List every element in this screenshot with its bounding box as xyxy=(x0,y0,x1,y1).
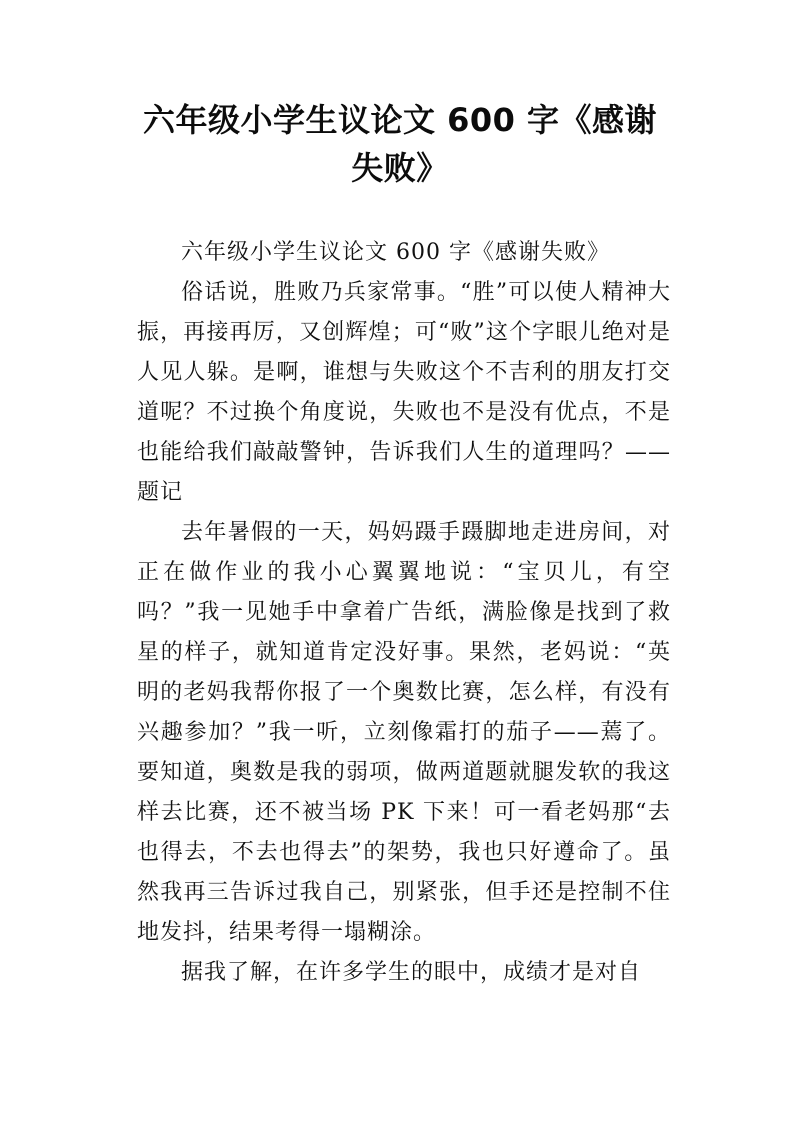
paragraph-story: 去年暑假的一天，妈妈蹑手蹑脚地走进房间，对正在做作业的我小心翼翼地说：“宝贝儿，有空吗？”我一见她手中拿着广告纸，满脸像是找到了救星的样子，就知道肯定没好事。果然，老妈说：“英明的老妈我帮你报了一个奥数比赛，怎么样，有没有兴趣参加？”我一听，立刻像霜打的茄子——蔫了。要知道，奥数是我的弱项，做两道题就腿发软的我这样去比赛，还不被当场 PK 下来！可一看老妈那“去也得去，不去也得去”的架势，我也只好遵命了。虽然我再三告诉过我自己，别紧张，但手还是控制不住地发抖，结果考得一塌糊涂。 xyxy=(137,520,671,945)
paragraph-preface: 俗话说，胜败乃兵家常事。“胜”可以使人精神大振，再接再厉，又创辉煌；可“败”这个字眼儿绝对是人见人躲。是啊，谁想与失败这个不吉利的朋友打交道呢？不过换个角度说，失败也不是没有优点，不是也能给我们敲敲警钟，告诉我们人生的道理吗？——题记 xyxy=(137,280,671,505)
paragraph-opinion: 据我了解，在许多学生的眼中，成绩才是对自 xyxy=(181,960,642,985)
document-body xyxy=(137,233,671,993)
paragraph-subtitle: 六年级小学生议论文 600 字《感谢失败》 xyxy=(181,240,610,265)
document-title: 六年级小学生议论文 600 字《感谢失败》 xyxy=(142,101,658,187)
